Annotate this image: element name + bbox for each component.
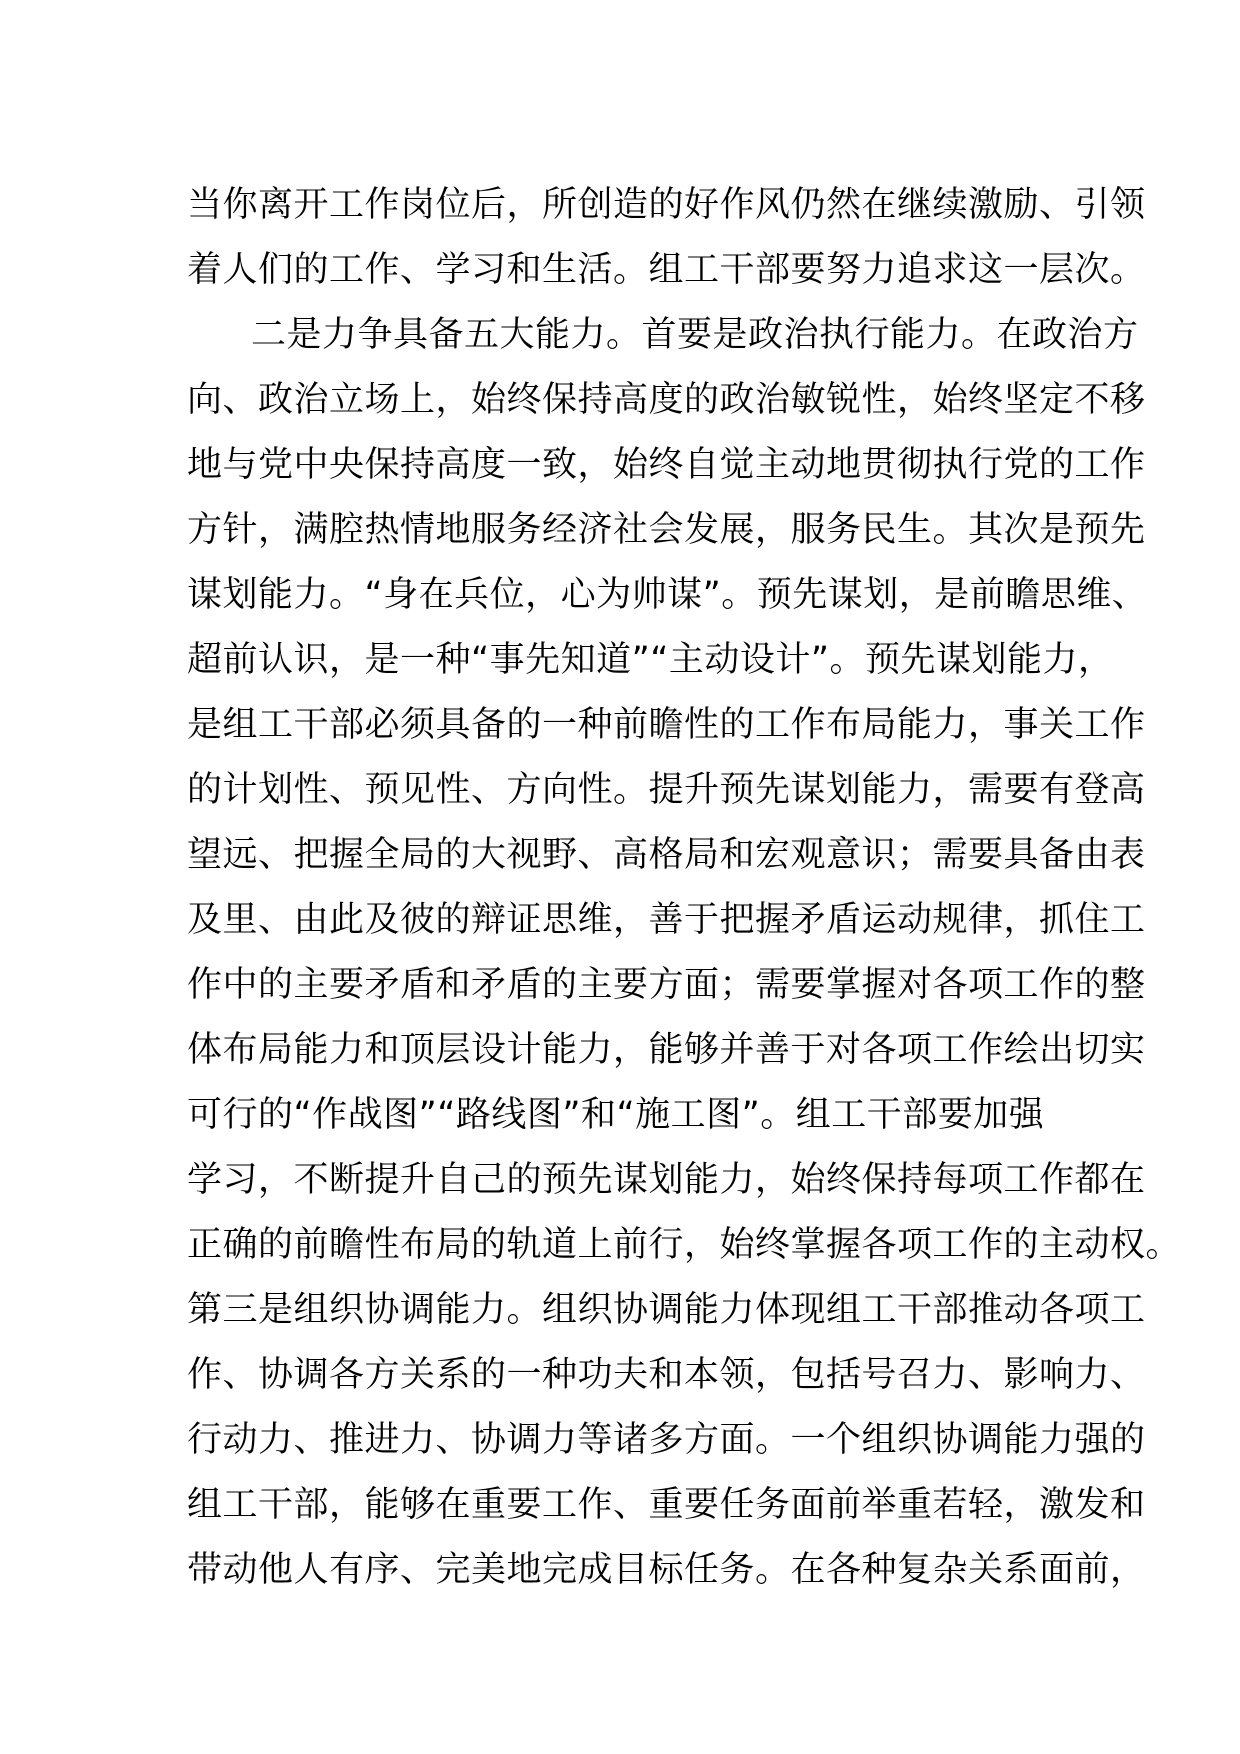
text-line: 作中的主要矛盾和矛盾的主要方面；需要掌握对各项工作的整 [187, 965, 1146, 1005]
text-line: 行动力、推进力、协调力等诸多方面。一个组织协调能力强的 [187, 1420, 1146, 1460]
text-line: 向、政治立场上，始终保持高度的政治敏锐性，始终坚定不移 [187, 380, 1146, 420]
text-line: 着人们的工作、学习和生活。组工干部要努力追求这一层次。 [187, 250, 1146, 290]
text-line: 学习，不断提升自己的预先谋划能力，始终保持每项工作都在 [187, 1160, 1146, 1200]
text-line: 方针，满腔热情地服务经济社会发展，服务民生。其次是预先 [187, 510, 1146, 550]
text-line: 及里、由此及彼的辩证思维，善于把握矛盾运动规律，抓住工 [187, 900, 1146, 940]
text-line: 组工干部，能够在重要工作、重要任务面前举重若轻，激发和 [187, 1485, 1146, 1525]
paragraph-first-line: 二是力争具备五大能力。首要是政治执行能力。在政治方 [251, 315, 1139, 355]
text-line: 可行的“作战图”“路线图”和“施工图”。组工干部要加强 [187, 1095, 1045, 1135]
text-line: 体布局能力和顶层设计能力，能够并善于对各项工作绘出切实 [187, 1030, 1146, 1070]
text-line: 作、协调各方关系的一种功夫和本领，包括号召力、影响力、 [187, 1355, 1146, 1395]
text-line: 是组工干部必须具备的一种前瞻性的工作布局能力，事关工作 [187, 705, 1146, 745]
body-text [187, 173, 1182, 1603]
text-line: 的计划性、预见性、方向性。提升预先谋划能力，需要有登高 [187, 770, 1146, 810]
text-line: 正确的前瞻性布局的轨道上前行，始终掌握各项工作的主动权。 [187, 1225, 1182, 1265]
text-line: 当你离开工作岗位后，所创造的好作风仍然在继续激励、引领 [187, 185, 1146, 225]
text-line: 地与党中央保持高度一致，始终自觉主动地贯彻执行党的工作 [187, 445, 1146, 485]
text-line: 谋划能力。“身在兵位，心为帅谋”。预先谋划，是前瞻思维、 [187, 575, 1148, 615]
text-line: 超前认识，是一种“事先知道”“主动设计”。预先谋划能力， [187, 640, 1114, 680]
text-line: 带动他人有序、完美地完成目标任务。在各种复杂关系面前， [187, 1550, 1146, 1590]
text-line: 望远、把握全局的大视野、高格局和宏观意识；需要具备由表 [187, 835, 1146, 875]
text-line: 第三是组织协调能力。组织协调能力体现组工干部推动各项工 [187, 1290, 1146, 1330]
